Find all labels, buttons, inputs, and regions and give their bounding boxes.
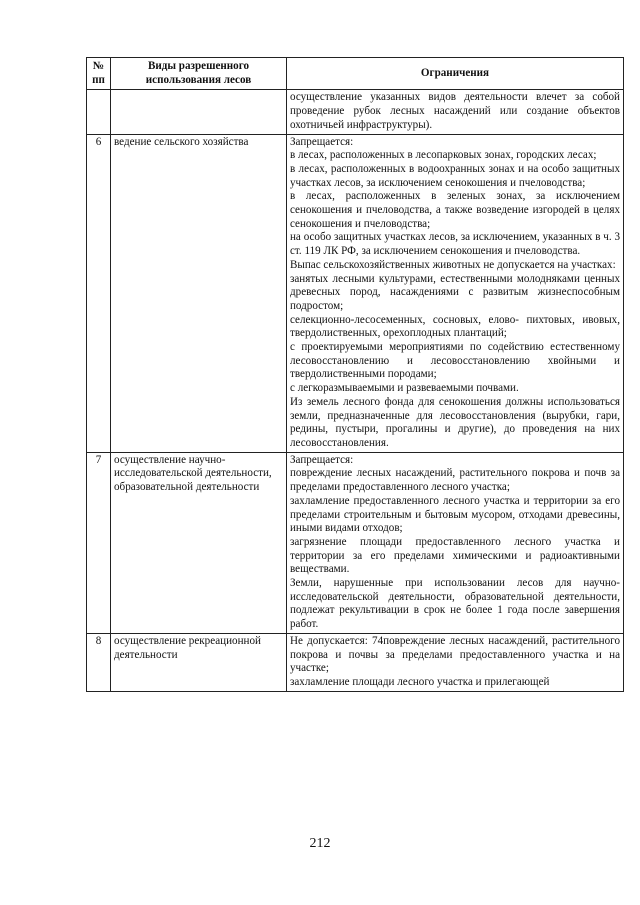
header-restrictions: Ограничения [287,58,624,90]
restriction-paragraph: Земли, нарушенные при использовании лесов для научно-исследовательской деятельности, образовательной деятельности, подлежат рекультивации в срок не более 1 года после завершения работ. [290,577,620,631]
cell-number: 8 [87,633,111,691]
header-number: № пп [87,58,111,90]
cell-restrictions [287,452,624,633]
restriction-paragraph: загрязнение площади предоставленного лесного участка и территории за его пределами химическими и радиоактивными веществами. [290,535,620,576]
restriction-paragraph: захламление предоставленного лесного участка и территории за его пределами строительным и бытовым мусором, отходами древесины, иными видами отходов; [290,494,620,535]
cell-number: 6 [87,134,111,452]
restriction-paragraph: селекционно-лесосеменных, сосновых, елово- пихтовых, ивовых, твердолиственных, орехоплодных плантаций; [290,313,620,340]
restriction-paragraph: захламление площади лесного участка и прилегающей [290,675,550,688]
table-row [87,452,624,633]
restriction-paragraph: в лесах, расположенных в лесопарковых зонах, городских лесах; [290,149,597,162]
cell-restrictions [287,633,624,691]
cell-usage-type [111,633,287,691]
restriction-paragraph: с проектируемыми мероприятиями по содействию естественному лесовосстановлению и лесовосстановлению хвойными и твердолиственными породами; [290,341,620,381]
restriction-paragraph: повреждение лесных насаждений, растительного покрова и почв за пределами предоставленного лесного участка; [290,467,620,494]
cell-usage-type [111,452,287,633]
cell-number [87,90,111,134]
header-usage-type: Виды разрешенного использования лесов [111,58,287,90]
cell-usage-type [111,134,287,452]
restriction-paragraph: в лесах, расположенных в водоохранных зонах и на особо защитных участках лесов, за исключением сенокошения и пчеловодства; [290,162,620,189]
document-page [86,57,624,692]
cell-restrictions [287,90,624,134]
restriction-paragraph: осуществление указанных видов деятельности влечет за собой проведение рубок лесных насаждений или создание объектов охотничьей инфраструктуры). [290,91,620,131]
usage-type-text: ведение сельского хозяйства [114,135,249,148]
restriction-paragraph: Запрещается: [290,453,354,466]
restriction-paragraph: занятых лесными культурами, естественными молодняками ценных древесных пород, насаждениями с развитым жизнеспособным подростом; [290,272,620,312]
restriction-paragraph: в лесах, расположенных в зеленых зонах, за исключением сенокошения и пчеловодства, а также возведение изгородей в целях сенокошения и пчеловодства; [290,190,620,230]
cell-usage-type [111,90,287,134]
restriction-paragraph: Запрещается: [290,135,354,148]
table-header-row [87,58,624,90]
table-row [87,134,624,452]
restrictions-table [86,57,624,692]
page-number: 212 [309,836,331,851]
restriction-paragraph: с легкоразмываемыми и развеваемыми почвами. [290,382,519,395]
cell-restrictions [287,134,624,452]
restriction-paragraph: Не допускается: 74повреждение лесных насаждений, растительного покрова и почвы за пределами предоставленного участка и на участке; [290,634,620,675]
restriction-paragraph: Выпас сельскохозяйственных животных не допускается на участках: [290,258,616,271]
usage-type-text: осуществление рекреационной деятельности [114,634,261,661]
table-row [87,633,624,691]
usage-type-text: осуществление научно-исследовательской деятельности, образовательной деятельности [114,453,272,494]
restriction-paragraph: на особо защитных участках лесов, за исключением, указанных в ч. 3 ст. 119 ЛК РФ, за исключением сенокошения и пчеловодства. [290,231,620,258]
cell-number: 7 [87,452,111,633]
table-row-continuation [87,90,624,134]
restriction-paragraph: Из земель лесного фонда для сенокошения должны использоваться земли, предназначенные для лесовосстановления (вырубки, гари, редины, пустыри, прогалины и другие), до проведения на них лесовосстановления. [290,395,620,449]
